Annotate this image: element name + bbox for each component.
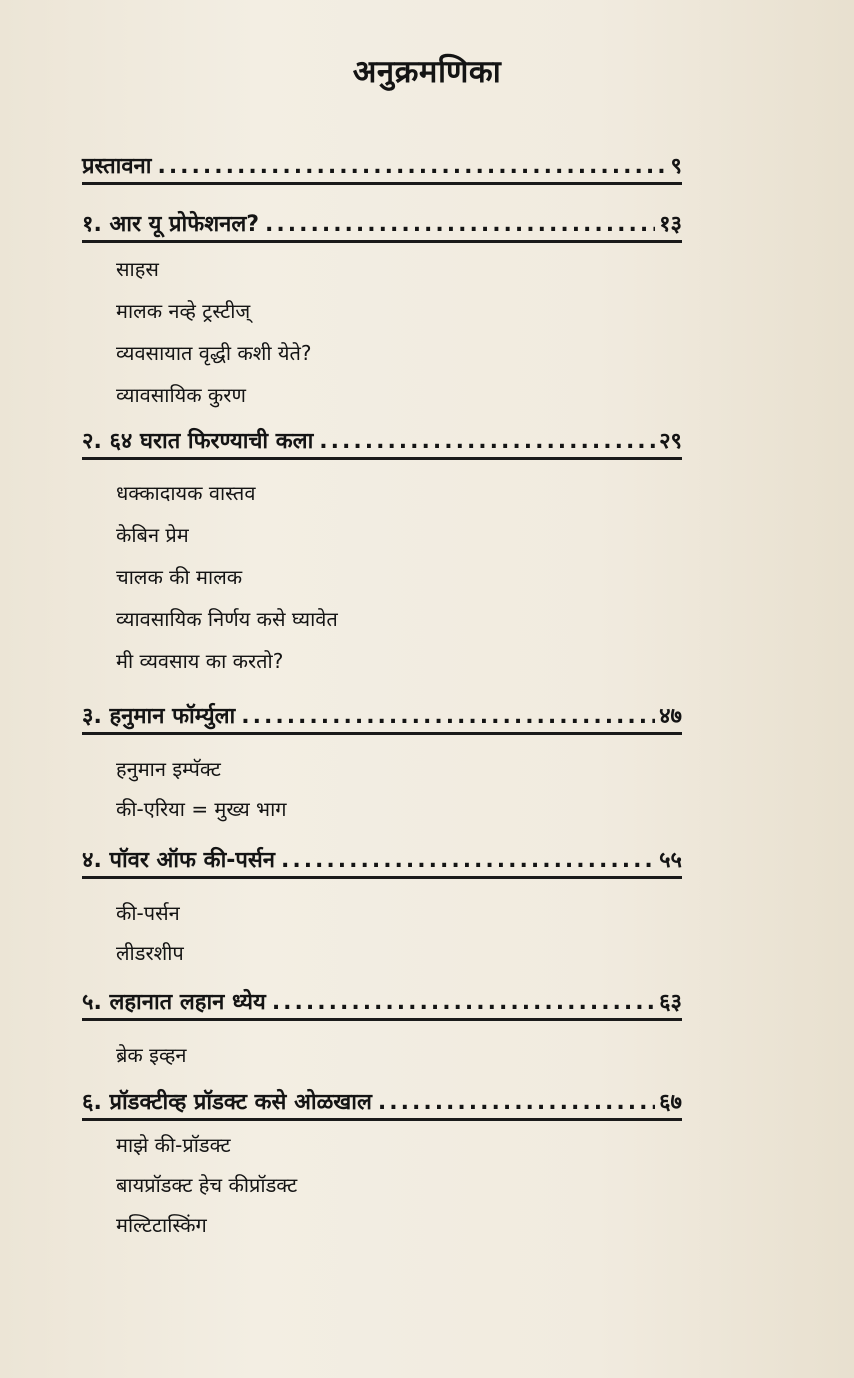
sub-topic: की-पर्सन xyxy=(116,901,180,925)
entry-page: ६७ xyxy=(659,1090,682,1115)
toc-entry xyxy=(82,1086,682,1121)
dot-leader xyxy=(319,427,655,457)
toc-entry xyxy=(82,208,682,243)
entry-page: ६३ xyxy=(659,990,682,1015)
toc-entry xyxy=(82,700,682,735)
sub-topic: साहस xyxy=(116,257,159,281)
sub-topic: व्यावसायिक निर्णय कसे घ्यावेत xyxy=(116,607,338,631)
sub-topic: चालक की मालक xyxy=(116,565,243,589)
entry-page: ४७ xyxy=(659,704,682,729)
sub-topic: बायप्रॉडक्ट हेच कीप्रॉडक्ट xyxy=(116,1173,298,1197)
entry-page: १३ xyxy=(659,212,682,237)
sub-topic: मी व्यवसाय का करतो? xyxy=(116,649,284,673)
entry-title: ४. पॉवर ऑफ की-पर्सन xyxy=(82,848,275,873)
sub-topic: ब्रेक इव्हन xyxy=(116,1043,187,1067)
entry-title: ५. लहानात लहान ध्येय xyxy=(82,990,266,1015)
sub-topic: माझे की-प्रॉडक्ट xyxy=(116,1133,231,1157)
sub-topic: मल्टिटास्किंग xyxy=(116,1213,207,1237)
dot-leader xyxy=(378,1088,655,1118)
dot-leader xyxy=(157,152,666,182)
dot-leader xyxy=(265,210,655,240)
page-title: अनुक्रमणिका xyxy=(352,54,502,90)
dot-leader xyxy=(281,846,655,876)
entry-title: ३. हनुमान फॉर्म्युला xyxy=(82,704,236,729)
entry-title: २. ६४ घरात फिरण्याची कला xyxy=(82,429,314,454)
toc-entry xyxy=(82,425,682,460)
sub-topic: व्यावसायिक कुरण xyxy=(116,383,246,407)
sub-topic: व्यवसायात वृद्धी कशी येते? xyxy=(116,341,312,365)
sub-topic: केबिन प्रेम xyxy=(116,523,189,547)
sub-topic: लीडरशीप xyxy=(116,941,184,965)
dot-leader xyxy=(241,702,655,732)
entry-title: प्रस्तावना xyxy=(82,154,152,179)
entry-title: ६. प्रॉडक्टीव्ह प्रॉडक्ट कसे ओळखाल xyxy=(82,1090,372,1115)
toc-entry xyxy=(82,844,682,879)
dot-leader xyxy=(272,988,655,1018)
entry-page: ५५ xyxy=(659,848,682,873)
toc-entry xyxy=(82,150,682,185)
sub-topic: मालक नव्हे ट्रस्टीज् xyxy=(116,299,251,323)
sub-topic: हनुमान इम्पॅक्ट xyxy=(116,757,221,781)
entry-title: १. आर यू प्रोफेशनल? xyxy=(82,212,260,237)
sub-topic: की-एरिया = मुख्य भाग xyxy=(116,797,287,821)
entry-page: ९ xyxy=(670,154,682,179)
entry-page: २९ xyxy=(659,429,682,454)
toc-entry xyxy=(82,986,682,1021)
sub-topic: धक्कादायक वास्तव xyxy=(116,481,256,505)
